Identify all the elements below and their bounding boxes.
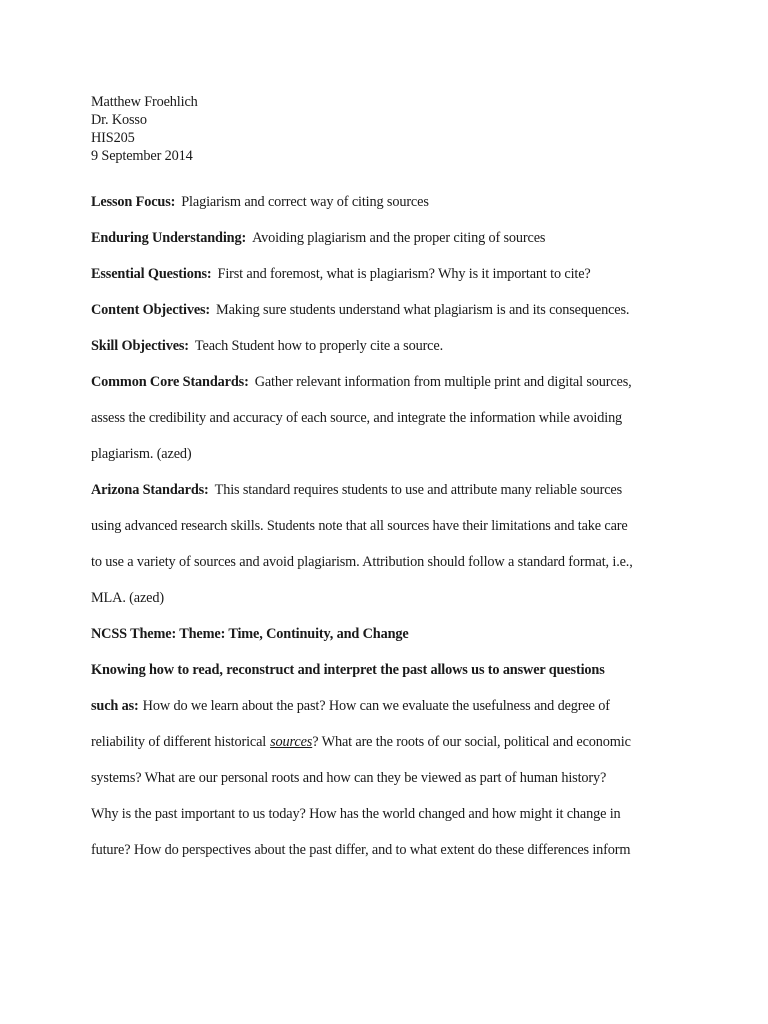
knowing-text-3b: ? What are the roots of our social, political and economic <box>312 734 631 750</box>
common-core-line-2: assess the credibility and accuracy of each source, and integrate the information while avoiding <box>91 410 623 426</box>
skill-objectives-text: Teach Student how to properly cite a source. <box>194 338 443 354</box>
knowing-line-1: Knowing how to read, reconstruct and interpret the past allows us to answer questions <box>91 662 605 678</box>
knowing-line-2 <box>91 697 691 733</box>
essential-questions-section <box>91 265 691 301</box>
essential-questions-text: First and foremost, what is plagiarism? Why is it important to cite? <box>217 266 591 282</box>
arizona-line-2: using advanced research skills. Students note that all sources have their limitations and take care <box>91 518 628 534</box>
common-core-text-1: Gather relevant information from multiple print and digital sources, <box>254 374 632 390</box>
document-page <box>91 93 691 877</box>
such-as-label: such as: <box>91 698 139 714</box>
knowing-line-3 <box>91 733 691 769</box>
lesson-focus-label: Lesson Focus: <box>91 194 176 210</box>
knowing-text-2: How do we learn about the past? How can we evaluate the usefulness and degree of <box>142 698 610 714</box>
common-core-line-1 <box>91 373 691 409</box>
arizona-label: Arizona Standards: <box>91 482 209 498</box>
content-objectives-label: Content Objectives: <box>91 302 211 318</box>
common-core-line-3: plagiarism. (azed) <box>91 446 192 462</box>
arizona-line-1 <box>91 481 691 517</box>
instructor-name: Dr. Kosso <box>91 112 147 128</box>
common-core-section <box>91 373 691 481</box>
ncss-theme-label: NCSS Theme: Theme: Time, Continuity, and Change <box>91 626 409 642</box>
arizona-standards-section <box>91 481 691 625</box>
author-name: Matthew Froehlich <box>91 94 198 110</box>
knowing-line-4: systems? What are our personal roots and how can they be viewed as part of human history? <box>91 770 607 786</box>
course-code: HIS205 <box>91 130 135 146</box>
arizona-line-4: MLA. (azed) <box>91 590 164 606</box>
knowing-section <box>91 661 691 877</box>
common-core-label: Common Core Standards: <box>91 374 249 390</box>
enduring-understanding-label: Enduring Understanding: <box>91 230 247 246</box>
knowing-text-3a: reliability of different historical <box>91 734 267 750</box>
document-header <box>91 93 691 165</box>
knowing-line-6: future? How do perspectives about the past differ, and to what extent do these differences inform <box>91 842 631 858</box>
enduring-understanding-text: Avoiding plagiarism and the proper citing of sources <box>252 230 546 246</box>
content-objectives-text: Making sure students understand what plagiarism is and its consequences. <box>216 302 630 318</box>
ncss-theme-section <box>91 625 691 661</box>
skill-objectives-section <box>91 337 691 373</box>
content-objectives-section <box>91 301 691 337</box>
lesson-focus-text: Plagiarism and correct way of citing sources <box>181 194 429 210</box>
document-date: 9 September 2014 <box>91 148 193 164</box>
arizona-text-1: This standard requires students to use and attribute many reliable sources <box>214 482 623 498</box>
knowing-line-5: Why is the past important to us today? How has the world changed and how might it change in <box>91 806 621 822</box>
arizona-line-3: to use a variety of sources and avoid plagiarism. Attribution should follow a standard format, i.e., <box>91 554 633 570</box>
essential-questions-label: Essential Questions: <box>91 266 212 282</box>
lesson-focus-section <box>91 193 691 229</box>
sources-link[interactable]: sources <box>270 734 313 750</box>
skill-objectives-label: Skill Objectives: <box>91 338 189 354</box>
enduring-understanding-section <box>91 229 691 265</box>
